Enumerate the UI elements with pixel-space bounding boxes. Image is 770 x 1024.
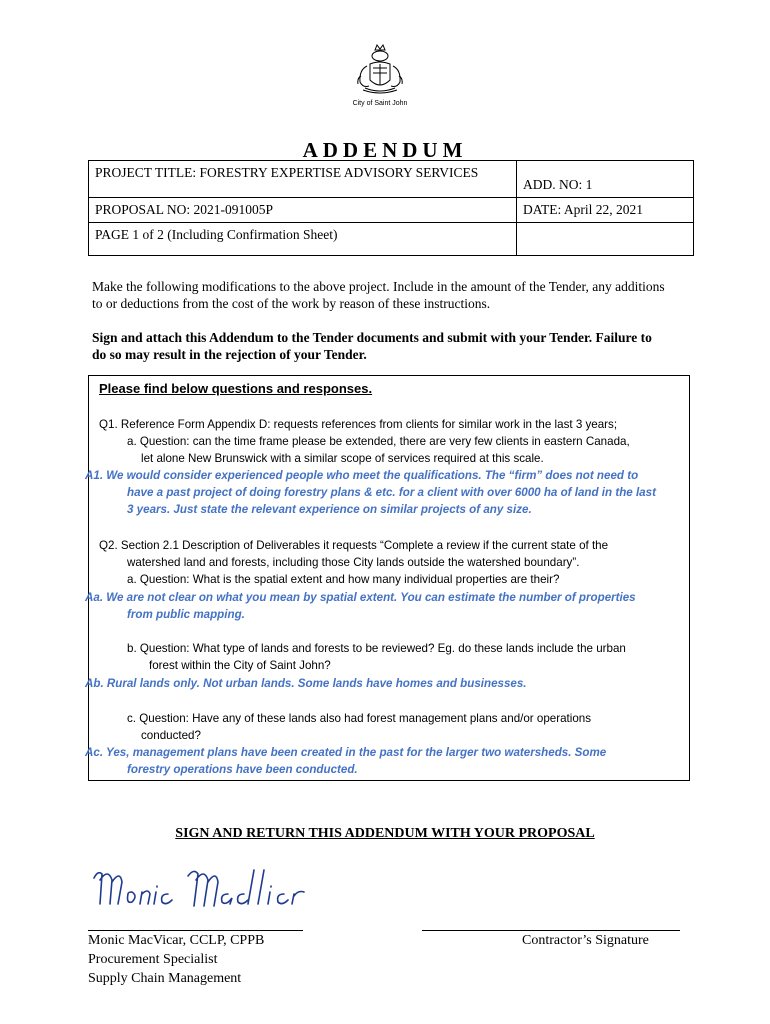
add-no-cell: ADD. NO: 1	[517, 161, 694, 198]
question-2-line-2: watershed land and forests, including those City lands outside the watershed boundary”.	[127, 556, 580, 569]
answer-2c-line-1: Ac. Yes, management plans have been created in the past for the larger two watersheds. Some	[85, 746, 607, 759]
signatory-block	[88, 931, 264, 988]
sign-return-heading: SIGN AND RETURN THIS ADDENDUM WITH YOUR PROPOSAL	[175, 826, 595, 841]
answer-1-line-1: A1. We would consider experienced people who meet the qualifications. The “firm” does not need to	[85, 469, 639, 482]
date-cell: DATE: April 22, 2021	[517, 198, 694, 223]
answer-1-line-2: have a past project of doing forestry plans & etc. for a client with over 6000 ha of land in the last	[127, 486, 656, 499]
signatory-role: Procurement Specialist	[88, 952, 218, 967]
signatory-department: Supply Chain Management	[88, 971, 242, 986]
empty-cell	[517, 223, 694, 256]
signatory-name: Monic MacVicar, CCLP, CPPB	[88, 933, 265, 948]
instruction-line-1: Sign and attach this Addendum to the Tender documents and submit with your Tender. Failure to	[92, 330, 652, 345]
question-1: Q1. Reference Form Appendix D: requests references from clients for similar work in the last 3 years;	[99, 418, 618, 431]
intro-line-2: to or deductions from the cost of the work by reason of these instructions.	[92, 296, 491, 311]
answer-2c-line-2: forestry operations have been conducted.	[127, 763, 358, 776]
answer-2a-line-1: Aa. We are not clear on what you mean by spatial extent. You can estimate the number of properties	[85, 591, 636, 604]
handwritten-signature	[88, 860, 308, 920]
page-count-cell: PAGE 1 of 2 (Including Confirmation Sheet)	[89, 223, 517, 256]
question-1a-line-2: let alone New Brunswick with a similar scope of services required at this scale.	[141, 452, 544, 465]
proposal-no-cell: PROPOSAL NO: 2021-091005P	[89, 198, 517, 223]
project-header-table	[88, 160, 694, 256]
questions-responses-box	[85, 375, 690, 781]
question-2a: a. Question: What is the spatial extent and how many individual properties are their?	[127, 573, 560, 586]
question-2c-line-1: c. Question: Have any of these lands also had forest management plans and/or operations	[127, 712, 592, 725]
intro-line-1: Make the following modifications to the above project. Include in the amount of the Tender, any additions	[92, 279, 665, 294]
question-2b-line-2: forest within the City of Saint John?	[149, 659, 331, 672]
contractor-signature-label: Contractor’s Signature	[522, 933, 649, 948]
qa-heading: Please find below questions and responses.	[99, 381, 373, 396]
instruction-paragraph	[92, 329, 692, 363]
page-title: ADDENDUM	[302, 138, 468, 162]
instruction-line-2: do so may result in the rejection of your Tender.	[92, 347, 367, 362]
intro-paragraph	[92, 278, 692, 312]
answer-2a-line-2: from public mapping.	[127, 608, 245, 621]
answer-1-line-3: 3 years. Just state the relevant experience on similar projects of any size.	[127, 503, 532, 516]
question-2b-line-1: b. Question: What type of lands and forests to be reviewed? Eg. do these lands include the urban	[127, 642, 626, 655]
question-2-line-1: Q2. Section 2.1 Description of Deliverables it requests “Complete a review if the current state of the	[99, 539, 609, 552]
question-1a-line-1: a. Question: can the time frame please be extended, there are very few clients in eastern Canada,	[127, 435, 630, 448]
answer-2b: Ab. Rural lands only. Not urban lands. Some lands have homes and businesses.	[85, 677, 527, 690]
logo-caption: City of Saint John	[352, 100, 408, 107]
question-2c-line-2: conducted?	[141, 729, 201, 742]
project-title-cell: PROJECT TITLE: FORESTRY EXPERTISE ADVISORY SERVICES	[89, 161, 517, 198]
